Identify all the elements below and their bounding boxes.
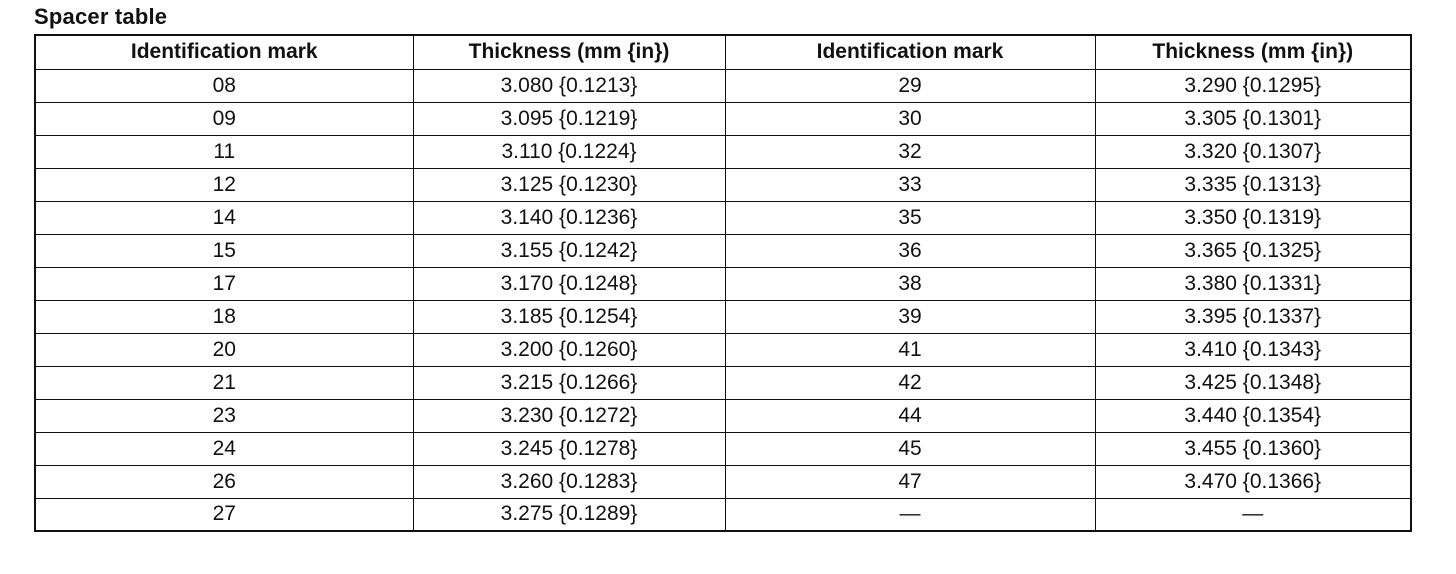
- identification-mark-cell: 23: [35, 399, 413, 432]
- table-row: [35, 300, 1411, 333]
- thickness-cell: 3.140 {0.1236}: [413, 201, 725, 234]
- table-row: [35, 399, 1411, 432]
- thickness-cell: 3.170 {0.1248}: [413, 267, 725, 300]
- thickness-cell: 3.245 {0.1278}: [413, 432, 725, 465]
- identification-mark-cell: 09: [35, 102, 413, 135]
- identification-mark-cell: 17: [35, 267, 413, 300]
- identification-mark-cell: 29: [725, 69, 1095, 102]
- thickness-cell: 3.095 {0.1219}: [413, 102, 725, 135]
- thickness-cell: 3.350 {0.1319}: [1095, 201, 1411, 234]
- thickness-cell: 3.410 {0.1343}: [1095, 333, 1411, 366]
- table-row: [35, 366, 1411, 399]
- thickness-cell: —: [1095, 498, 1411, 531]
- table-row: [35, 432, 1411, 465]
- thickness-cell: 3.290 {0.1295}: [1095, 69, 1411, 102]
- table-row: [35, 69, 1411, 102]
- identification-mark-cell: 30: [725, 102, 1095, 135]
- identification-mark-cell: 26: [35, 465, 413, 498]
- table-row: [35, 234, 1411, 267]
- table-row: [35, 168, 1411, 201]
- thickness-cell: 3.230 {0.1272}: [413, 399, 725, 432]
- thickness-cell: 3.275 {0.1289}: [413, 498, 725, 531]
- table-header-row: [35, 35, 1411, 69]
- thickness-cell: 3.365 {0.1325}: [1095, 234, 1411, 267]
- spacer-table: [34, 34, 1412, 532]
- thickness-cell: 3.155 {0.1242}: [413, 234, 725, 267]
- header-identification-mark-left: Identification mark: [35, 35, 413, 69]
- header-thickness-right: Thickness (mm {in}): [1095, 35, 1411, 69]
- table-row: [35, 465, 1411, 498]
- table-row: [35, 102, 1411, 135]
- header-identification-mark-right: Identification mark: [725, 35, 1095, 69]
- identification-mark-cell: 15: [35, 234, 413, 267]
- table-row: [35, 201, 1411, 234]
- identification-mark-cell: 12: [35, 168, 413, 201]
- table-row: [35, 267, 1411, 300]
- identification-mark-cell: 35: [725, 201, 1095, 234]
- identification-mark-cell: 27: [35, 498, 413, 531]
- table-row: [35, 498, 1411, 531]
- table-title: Spacer table: [34, 4, 168, 29]
- thickness-cell: 3.260 {0.1283}: [413, 465, 725, 498]
- identification-mark-cell: 38: [725, 267, 1095, 300]
- identification-mark-cell: 32: [725, 135, 1095, 168]
- thickness-cell: 3.080 {0.1213}: [413, 69, 725, 102]
- thickness-cell: 3.215 {0.1266}: [413, 366, 725, 399]
- thickness-cell: 3.395 {0.1337}: [1095, 300, 1411, 333]
- table-row: [35, 135, 1411, 168]
- thickness-cell: 3.305 {0.1301}: [1095, 102, 1411, 135]
- identification-mark-cell: 08: [35, 69, 413, 102]
- thickness-cell: 3.185 {0.1254}: [413, 300, 725, 333]
- identification-mark-cell: 41: [725, 333, 1095, 366]
- thickness-cell: 3.380 {0.1331}: [1095, 267, 1411, 300]
- identification-mark-cell: —: [725, 498, 1095, 531]
- identification-mark-cell: 36: [725, 234, 1095, 267]
- thickness-cell: 3.335 {0.1313}: [1095, 168, 1411, 201]
- thickness-cell: 3.470 {0.1366}: [1095, 465, 1411, 498]
- identification-mark-cell: 42: [725, 366, 1095, 399]
- thickness-cell: 3.320 {0.1307}: [1095, 135, 1411, 168]
- identification-mark-cell: 18: [35, 300, 413, 333]
- header-thickness-left: Thickness (mm {in}): [413, 35, 725, 69]
- identification-mark-cell: 47: [725, 465, 1095, 498]
- identification-mark-cell: 33: [725, 168, 1095, 201]
- thickness-cell: 3.125 {0.1230}: [413, 168, 725, 201]
- thickness-cell: 3.455 {0.1360}: [1095, 432, 1411, 465]
- thickness-cell: 3.110 {0.1224}: [413, 135, 725, 168]
- identification-mark-cell: 14: [35, 201, 413, 234]
- identification-mark-cell: 21: [35, 366, 413, 399]
- thickness-cell: 3.200 {0.1260}: [413, 333, 725, 366]
- identification-mark-cell: 44: [725, 399, 1095, 432]
- table-row: [35, 333, 1411, 366]
- identification-mark-cell: 39: [725, 300, 1095, 333]
- thickness-cell: 3.440 {0.1354}: [1095, 399, 1411, 432]
- thickness-cell: 3.425 {0.1348}: [1095, 366, 1411, 399]
- identification-mark-cell: 45: [725, 432, 1095, 465]
- identification-mark-cell: 11: [35, 135, 413, 168]
- identification-mark-cell: 20: [35, 333, 413, 366]
- identification-mark-cell: 24: [35, 432, 413, 465]
